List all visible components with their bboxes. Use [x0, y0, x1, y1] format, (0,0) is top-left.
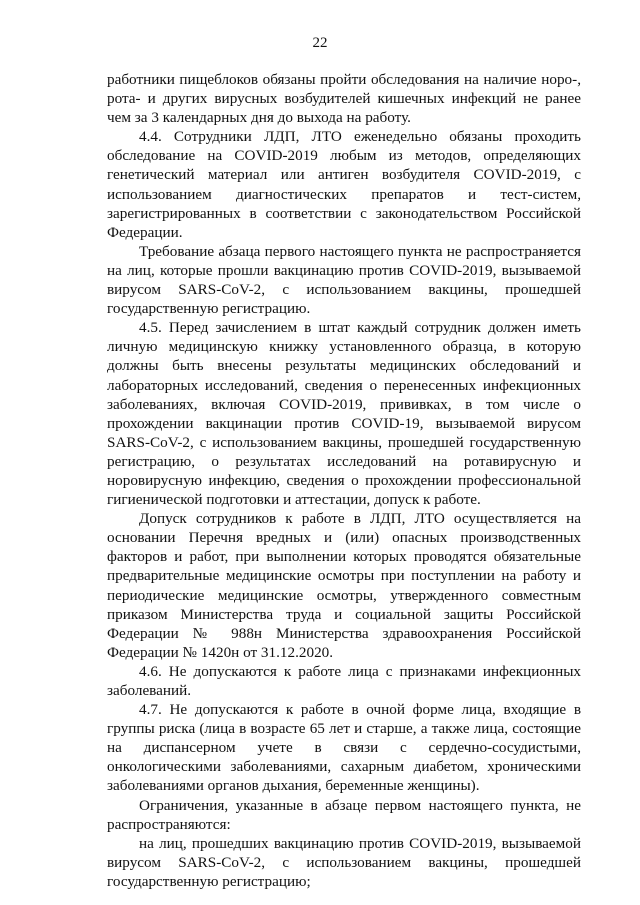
paragraph-vaccinated-persons: на лиц, прошедших вакцинацию против COVID-2019, вызываемой вирусом SARS-CoV-2, с использованием вакцины, прошедшей государственную регистрацию; [107, 834, 581, 890]
paragraph-4-5-medical-book: 4.5. Перед зачислением в штат каждый сотрудник должен иметь личную медицинскую книжку установленного образца, в которую должны быть внесены результаты медицинских обследований и лабораторных исследований, сведения о перенесенных инфекционных заболеваниях, включая COVID-2019, прививках, в том числе о прохождении вакцинации против COVID-19, вызываемой вирусом SARS-CoV-2, с использованием вакцины, прошедшей государственную регистрацию, о результатах исследований на ротавирусную и норовирусную инфекцию, сведения о прохождении профессиональной гигиенической подготовки и аттестации, допуск к работе. [107, 319, 581, 509]
paragraph-4-6-infection-signs: 4.6. Не допускаются к работе лица с признаками инфекционных заболеваний. [107, 662, 581, 699]
paragraph-kitchen-workers-testing: работники пищеблоков обязаны пройти обследования на наличие норо-, рота- и других вирусных возбудителей кишечных инфекций не ранее чем за 3 календарных дня до выхода на работу. [107, 71, 581, 127]
paragraph-work-admission-basis: Допуск сотрудников к работе в ЛДП, ЛТО осуществляется на основании Перечня вредных и (или) опасных производственных факторов и работ, при выполнении которых проводятся обязательные предварительные медицинские осмотры при поступлении на работу и периодические медицинские осмотры, утвержденного совместным приказом Министерства труда и социальной защиты Российской Федерации № 988н Министерства здравоохранения Российской Федерации № 1420н от 31.12.2020. [107, 510, 581, 661]
paragraph-4-7-risk-groups: 4.7. Не допускаются к работе в очной форме лица, входящие в группы риска (лица в возрасте 65 лет и старше, а также лица, состоящие на диспансерном учете в связи с сердечно-сосудистыми, онкологическими заболеваниями, сахарным диабетом, хроническими заболеваниями органов дыхания, беременные женщины). [107, 701, 581, 795]
page-number: 22 [312, 35, 328, 51]
paragraph-restrictions-not-applied: Ограничения, указанные в абзаце первом настоящего пункта, не распространяются: [107, 796, 581, 833]
paragraph-4-4-weekly-covid-testing: 4.4. Сотрудники ЛДП, ЛТО еженедельно обязаны проходить обследование на COVID-2019 любым из методов, определяющих генетический материал или антиген возбудителя COVID-2019, с использованием диагностических препаратов и тест-систем, зарегистрированных в соответствии с законодательством Российской Федерации. [107, 128, 581, 241]
document-body [107, 70, 581, 891]
paragraph-testing-exemption-vaccinated: Требование абзаца первого настоящего пункта не распространяется на лиц, которые прошли вакцинацию против COVID-2019, вызываемой вирусом SARS-CoV-2, с использованием вакцины, прошедшей государственную регистрацию. [107, 242, 581, 318]
